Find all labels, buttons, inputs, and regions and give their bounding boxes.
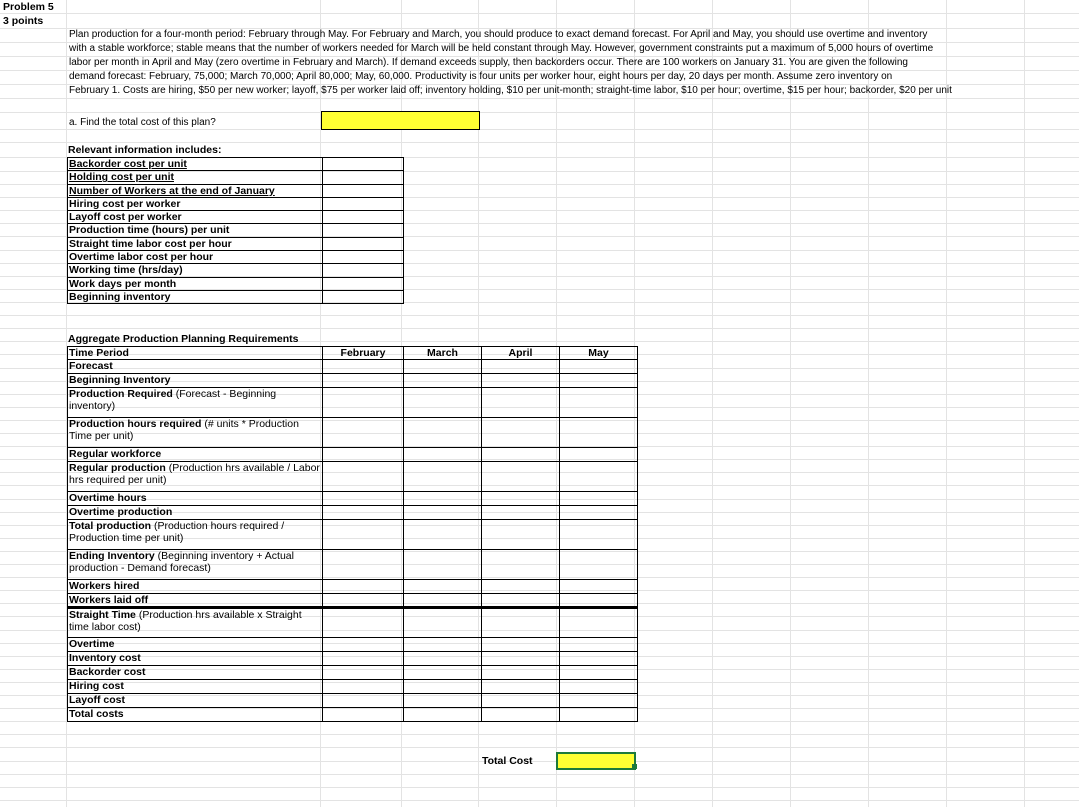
app-row	[68, 608, 638, 638]
app-value-cell[interactable]	[323, 520, 404, 550]
description-line: with a stable workforce; stable means that the number of workers needed for March will be held constant through May. However, government constraints put a maximum of 5,000 hours of overtime	[69, 42, 934, 54]
app-row	[68, 694, 638, 708]
relevant-label: Overtime labor cost per hour	[68, 251, 323, 264]
app-row-label	[68, 462, 323, 492]
relevant-label: Beginning inventory	[68, 290, 323, 303]
app-row-label-note: (Production hrs available / Labor hrs required per unit)	[69, 462, 320, 486]
fill-handle[interactable]	[632, 764, 637, 769]
app-row-label-bold: Regular production	[69, 462, 166, 474]
app-value-cell[interactable]	[323, 462, 404, 492]
app-value-cell[interactable]	[404, 520, 482, 550]
app-value-cell[interactable]	[323, 638, 404, 652]
gridline	[0, 13, 1079, 14]
app-value-cell[interactable]	[404, 448, 482, 462]
gridline	[1024, 0, 1025, 807]
relevant-label: Hiring cost per worker	[68, 197, 323, 210]
app-row-label	[68, 388, 323, 418]
app-value-cell[interactable]	[323, 594, 404, 608]
relevant-info-table	[67, 157, 404, 304]
app-value-cell[interactable]	[482, 652, 560, 666]
gridline	[0, 774, 1079, 775]
gridline	[712, 0, 713, 807]
period-label: Time Period	[68, 347, 323, 360]
app-value-cell[interactable]	[482, 462, 560, 492]
month-header: April	[482, 347, 560, 360]
app-value-cell[interactable]	[323, 550, 404, 580]
app-value-cell[interactable]	[323, 680, 404, 694]
app-value-cell[interactable]	[482, 694, 560, 708]
app-row	[68, 638, 638, 652]
app-value-cell[interactable]	[482, 374, 560, 388]
gridline	[0, 761, 1079, 762]
relevant-label: Working time (hrs/day)	[68, 264, 323, 277]
app-row-label	[68, 506, 323, 520]
relevant-row	[68, 184, 404, 197]
relevant-row	[68, 264, 404, 277]
app-value-cell[interactable]	[482, 550, 560, 580]
app-value-cell[interactable]	[482, 638, 560, 652]
app-row-label	[68, 652, 323, 666]
app-row-label-bold: Workers laid off	[69, 594, 149, 606]
app-row	[68, 418, 638, 448]
app-value-cell[interactable]	[482, 520, 560, 550]
app-value-cell[interactable]	[560, 492, 638, 506]
app-value-cell[interactable]	[323, 708, 404, 722]
relevant-row	[68, 158, 404, 171]
app-value-cell[interactable]	[560, 652, 638, 666]
app-value-cell[interactable]	[404, 638, 482, 652]
app-row-label-note: (# units * Production Time per unit)	[69, 418, 299, 442]
app-row	[68, 506, 638, 520]
app-row-label	[68, 594, 323, 608]
relevant-value-cell[interactable]	[323, 158, 404, 171]
app-row-label-bold: Forecast	[69, 360, 113, 372]
gridline	[790, 0, 791, 807]
relevant-value-cell[interactable]	[323, 290, 404, 303]
relevant-row	[68, 290, 404, 303]
relevant-value-cell[interactable]	[323, 237, 404, 250]
gridline	[946, 0, 947, 807]
app-row	[68, 680, 638, 694]
app-row-label-bold: Workers hired	[69, 580, 140, 592]
app-row	[68, 448, 638, 462]
app-row	[68, 580, 638, 594]
app-value-cell[interactable]	[404, 492, 482, 506]
problem-description	[69, 28, 1069, 98]
app-value-cell[interactable]	[482, 492, 560, 506]
gridline	[0, 328, 1079, 329]
app-value-cell[interactable]	[560, 448, 638, 462]
total-cost-cell[interactable]	[556, 752, 636, 770]
relevant-label: Holding cost per unit	[68, 171, 323, 184]
app-value-cell[interactable]	[560, 608, 638, 638]
app-value-cell[interactable]	[560, 360, 638, 374]
app-value-cell[interactable]	[482, 666, 560, 680]
app-value-cell[interactable]	[404, 708, 482, 722]
app-value-cell[interactable]	[404, 666, 482, 680]
app-value-cell[interactable]	[560, 594, 638, 608]
app-value-cell[interactable]	[482, 448, 560, 462]
app-row-label-bold: Overtime production	[69, 506, 173, 518]
relevant-row	[68, 251, 404, 264]
relevant-label: Production time (hours) per unit	[68, 224, 323, 237]
total-cost-label: Total Cost	[482, 755, 533, 767]
relevant-label: Backorder cost per unit	[68, 158, 323, 171]
app-row-label	[68, 608, 323, 638]
month-header: March	[404, 347, 482, 360]
app-value-cell[interactable]	[404, 462, 482, 492]
description-line: February 1. Costs are hiring, $50 per new worker; layoff, $75 per worker laid off; inventory holding, $10 per unit-month; straight-time labor, $10 per hour; overtime, $15 per hour; backorder, $20 per unit	[69, 84, 952, 96]
relevant-value-cell[interactable]	[323, 224, 404, 237]
app-value-cell[interactable]	[560, 580, 638, 594]
app-row-label	[68, 448, 323, 462]
question-a-label: a. Find the total cost of this plan?	[69, 117, 216, 128]
app-row-label-bold: Production hours required	[69, 418, 202, 430]
description-line: demand forecast: February, 75,000; March 70,000; April 80,000; May, 60,000. Productivity is four units per worker hour, eight hours per day, 20 days per month. Assume zero inventory on	[69, 70, 893, 82]
app-row-label-bold: Production Required	[69, 388, 173, 400]
app-value-cell[interactable]	[323, 652, 404, 666]
app-row-label	[68, 550, 323, 580]
relevant-row	[68, 171, 404, 184]
app-row	[68, 492, 638, 506]
gridline	[0, 142, 1079, 143]
app-value-cell[interactable]	[560, 694, 638, 708]
app-value-cell[interactable]	[482, 608, 560, 638]
app-value-cell[interactable]	[560, 520, 638, 550]
gridline	[0, 98, 1079, 99]
app-value-cell[interactable]	[560, 550, 638, 580]
app-row-label-bold: Total production	[69, 520, 152, 532]
app-row-label	[68, 520, 323, 550]
relevant-value-cell[interactable]	[323, 171, 404, 184]
app-value-cell[interactable]	[482, 388, 560, 418]
app-value-cell[interactable]	[404, 374, 482, 388]
app-row-label-bold: Hiring cost	[69, 680, 124, 692]
gridline	[0, 112, 1079, 113]
app-value-cell[interactable]	[323, 374, 404, 388]
app-value-cell[interactable]	[323, 360, 404, 374]
answer-a-cell[interactable]	[321, 111, 480, 130]
app-heading: Aggregate Production Planning Requirements	[68, 333, 299, 345]
app-value-cell[interactable]	[404, 418, 482, 448]
description-line: labor per month in April and May (zero overtime in February and March). If demand exceeds supply, then backorders occur. There are 100 workers on January 31. You are given the following	[69, 56, 908, 68]
gridline	[0, 800, 1079, 801]
app-value-cell[interactable]	[323, 666, 404, 680]
app-row-label	[68, 492, 323, 506]
app-row-label-bold: Overtime	[69, 638, 115, 650]
app-row-label-bold: Backorder cost	[69, 666, 146, 678]
relevant-row	[68, 197, 404, 210]
app-row	[68, 360, 638, 374]
app-row-label	[68, 666, 323, 680]
app-value-cell[interactable]	[482, 680, 560, 694]
app-value-cell[interactable]	[323, 608, 404, 638]
relevant-label: Work days per month	[68, 277, 323, 290]
month-header: February	[323, 347, 404, 360]
app-row-label-bold: Total costs	[69, 708, 124, 720]
app-value-cell[interactable]	[560, 418, 638, 448]
app-row-label-bold: Regular workforce	[69, 448, 162, 460]
app-value-cell[interactable]	[404, 580, 482, 594]
app-value-cell[interactable]	[404, 680, 482, 694]
relevant-value-cell[interactable]	[323, 264, 404, 277]
app-row-label-note: (Production hours required / Production time per unit)	[69, 520, 285, 544]
problem-points: 3 points	[3, 15, 44, 27]
app-row-label-bold: Inventory cost	[69, 652, 141, 664]
app-row-label-bold: Overtime hours	[69, 492, 147, 504]
app-value-cell[interactable]	[404, 652, 482, 666]
app-row-label	[68, 694, 323, 708]
app-value-cell[interactable]	[323, 492, 404, 506]
app-value-cell[interactable]	[323, 506, 404, 520]
app-value-cell[interactable]	[323, 694, 404, 708]
app-value-cell[interactable]	[482, 506, 560, 520]
relevant-label: Layoff cost per worker	[68, 211, 323, 224]
problem-title: Problem 5	[3, 1, 54, 13]
app-row-label	[68, 680, 323, 694]
gridline	[0, 129, 1079, 130]
app-value-cell[interactable]	[560, 666, 638, 680]
relevant-heading: Relevant information includes:	[68, 144, 222, 156]
app-row-label	[68, 708, 323, 722]
app-value-cell[interactable]	[404, 594, 482, 608]
relevant-label: Number of Workers at the end of January	[68, 184, 323, 197]
relevant-row	[68, 277, 404, 290]
app-row	[68, 462, 638, 492]
app-row	[68, 652, 638, 666]
app-value-cell[interactable]	[323, 418, 404, 448]
relevant-value-cell[interactable]	[323, 184, 404, 197]
app-value-cell[interactable]	[482, 594, 560, 608]
app-row-label-bold: Straight Time	[69, 609, 136, 621]
app-value-cell[interactable]	[404, 694, 482, 708]
app-row-label-note: (Production hrs available x Straight time labor cost)	[69, 609, 302, 633]
app-row-label	[68, 418, 323, 448]
app-row-label	[68, 638, 323, 652]
relevant-value-cell[interactable]	[323, 211, 404, 224]
app-row	[68, 550, 638, 580]
app-value-cell[interactable]	[560, 506, 638, 520]
app-row-label-bold: Layoff cost	[69, 694, 126, 706]
app-value-cell[interactable]	[323, 580, 404, 594]
app-value-cell[interactable]	[482, 580, 560, 594]
relevant-label: Straight time labor cost per hour	[68, 237, 323, 250]
app-row-label-bold: Ending Inventory	[69, 550, 155, 562]
app-value-cell[interactable]	[404, 388, 482, 418]
app-row-label-note: (Beginning inventory + Actual production - Demand forecast)	[69, 550, 294, 574]
app-row	[68, 594, 638, 608]
app-value-cell[interactable]	[323, 388, 404, 418]
app-row-label-note: (Forecast - Beginning inventory)	[69, 388, 277, 412]
app-row-label	[68, 580, 323, 594]
relevant-row	[68, 211, 404, 224]
app-value-cell[interactable]	[482, 360, 560, 374]
gridline	[0, 747, 1079, 748]
relevant-row	[68, 224, 404, 237]
app-row	[68, 520, 638, 550]
app-value-cell[interactable]	[560, 638, 638, 652]
description-line: Plan production for a four-month period: February through May. For February and March, you should produce to exact demand forecast. For April and May, you should use overtime and inventory	[69, 29, 928, 40]
app-value-cell[interactable]	[560, 374, 638, 388]
app-value-cell[interactable]	[560, 708, 638, 722]
app-value-cell[interactable]	[404, 550, 482, 580]
gridline	[0, 787, 1079, 788]
app-value-cell[interactable]	[404, 608, 482, 638]
app-value-cell[interactable]	[482, 418, 560, 448]
relevant-row	[68, 237, 404, 250]
app-row	[68, 708, 638, 722]
app-value-cell[interactable]	[404, 506, 482, 520]
app-row-label-bold: Beginning Inventory	[69, 374, 171, 386]
gridline	[868, 0, 869, 807]
app-row-label	[68, 374, 323, 388]
relevant-value-cell[interactable]	[323, 277, 404, 290]
app-row	[68, 388, 638, 418]
app-value-cell[interactable]	[323, 448, 404, 462]
relevant-value-cell[interactable]	[323, 197, 404, 210]
gridline	[0, 734, 1079, 735]
app-row	[68, 666, 638, 680]
gridline	[0, 315, 1079, 316]
app-value-cell[interactable]	[482, 708, 560, 722]
app-value-cell[interactable]	[560, 388, 638, 418]
month-header: May	[560, 347, 638, 360]
app-value-cell[interactable]	[560, 680, 638, 694]
app-row	[68, 374, 638, 388]
app-value-cell[interactable]	[560, 462, 638, 492]
app-table	[67, 346, 638, 722]
relevant-value-cell[interactable]	[323, 251, 404, 264]
app-row-label	[68, 360, 323, 374]
app-value-cell[interactable]	[404, 360, 482, 374]
